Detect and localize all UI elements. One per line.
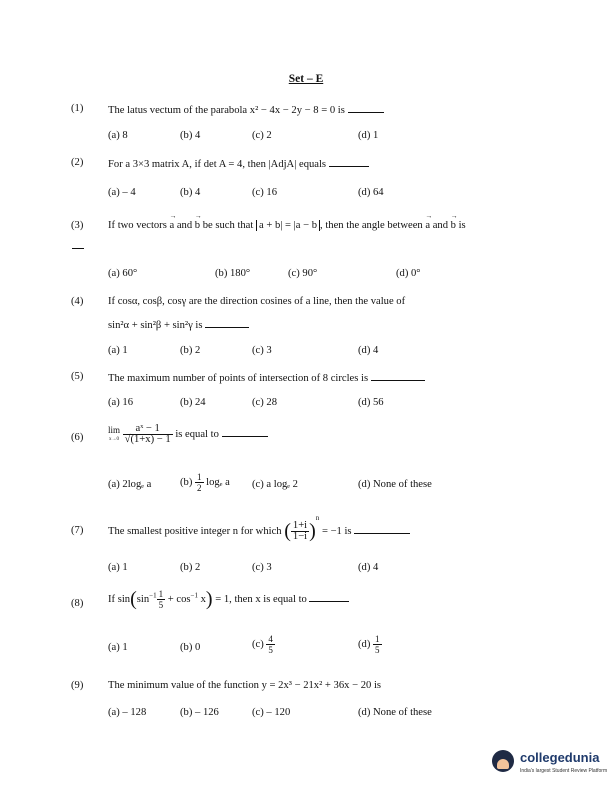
q4-option-a: (a) 1 [108,345,128,356]
q9-option-b: (b) – 126 [180,707,219,718]
question-4-stem: If cosα, cosβ, cosγ are the direction cosines of a line, then the value of [108,296,406,307]
q6-option-b [180,472,230,493]
question-4-stem-line2 [108,318,249,331]
fraction-denominator: 5 [375,645,380,655]
q8-option-b: (b) 0 [180,642,201,653]
q9-option-d: (d) None of these [358,707,432,718]
question-1-stem [108,103,384,116]
q8-option-d [358,634,382,655]
fraction-numerator: 1+i [292,520,308,532]
question-8-stem [108,588,349,611]
fraction-numerator: 1 [158,589,164,599]
q3-option-b: (b) 180° [215,268,251,279]
question-1-suffix: is [335,105,345,116]
question-5-stem [108,371,425,384]
q6-option-b-label: (b) [180,476,193,488]
limit [108,425,120,445]
limit-subscript: x→0 [109,436,119,442]
q8-option-d-fraction [373,634,382,655]
q4-option-d: (d) 4 [358,345,379,356]
q6-option-a: (a) 2logₑ a [108,479,152,490]
question-1-equation: x² − 4x − 2y − 8 = 0 [249,105,336,116]
q6-option-c: (c) a logₑ 2 [252,479,298,490]
question-2-equation: |AdjA| [268,159,297,170]
collegedunia-logo[interactable] [490,748,610,788]
answer-blank [371,371,425,381]
question-6-number: (6) [71,432,84,443]
fraction-denominator: 1−i [292,531,308,543]
right-paren: ) [205,588,213,610]
answer-blank [309,592,349,602]
question-4-equation: sin²α + sin²β + sin²γ is [108,320,203,331]
logo-tagline: India's largest Student Review Platform [520,768,608,774]
question-8-number: (8) [71,598,84,609]
fraction-denominator: 5 [158,600,164,610]
question-2-stem [108,157,369,170]
question-2-suffix: equals [296,159,327,170]
question-9-equation: y = 2x³ − 21x² + 36x − 20 [261,680,372,691]
q1-option-a: (a) 8 [108,130,128,141]
left-paren: ( [284,520,291,543]
vector-a: → a [425,220,430,231]
q8-option-d-label: (d) [358,638,371,650]
q3-option-d: (d) 0° [396,268,421,279]
q7-option-d: (d) 4 [358,562,379,573]
q2-option-c: (c) 16 [252,187,277,198]
question-4-number: (4) [71,296,84,307]
question-5-number: (5) [71,371,84,382]
q4-option-b: (b) 2 [180,345,201,356]
q6-option-d: (d) None of these [358,479,432,490]
sin-label: sin [117,593,131,605]
question-9-number: (9) [71,680,84,691]
q7-option-b: (b) 2 [180,562,201,573]
question-3-and: and [430,220,451,231]
q5-option-c: (c) 28 [252,397,277,408]
question-3-text: If two vectors [108,220,170,231]
vector-b: → b [451,220,456,231]
limit-label: lim [108,424,121,435]
q7-option-c: (c) 3 [252,562,272,573]
q2-option-b: (b) 4 [180,187,201,198]
question-3-suffix: is [455,220,466,231]
question-9-suffix: is [371,680,382,691]
fraction-numerator: 1 [375,634,380,644]
question-5-text: The maximum number of points of intersection of 8 circles is [108,373,369,384]
q8-option-c [252,634,275,655]
question-7-fraction [291,521,309,542]
fraction-denominator: 2 [197,483,202,493]
q1-option-b: (b) 4 [180,130,201,141]
exponent: n [315,514,320,522]
variable-x: x [197,593,206,605]
q9-option-c: (c) – 120 [252,707,291,718]
q2-option-a: (a) – 4 [108,187,136,198]
answer-blank [354,524,410,534]
q3-option-c: (c) 90° [288,268,318,279]
q6-option-b-fraction [195,472,204,493]
q5-option-b: (b) 24 [180,397,206,408]
q1-option-c: (c) 2 [252,130,272,141]
question-3-such: be such that [200,220,256,231]
vector-b: → b [195,220,200,231]
student-mascot-icon [492,750,514,772]
sin-label: sin [136,593,150,605]
q8-option-c-label: (c) [252,638,264,650]
answer-blank [329,157,369,167]
q7-option-a: (a) 1 [108,562,128,573]
q4-option-c: (c) 3 [252,345,272,356]
q6-option-b-text: logₑ a [206,476,230,488]
q1-option-d: (d) 1 [358,130,379,141]
q8-option-c-fraction [266,634,275,655]
q5-option-a: (a) 16 [108,397,133,408]
question-3-stem [108,220,466,231]
q3-option-a: (a) 60° [108,268,138,279]
question-8-text: If [108,593,118,605]
q5-option-d: (d) 56 [358,397,384,408]
question-7-suffix: = −1 is [319,526,352,537]
right-paren: ) [309,520,316,543]
question-2-number: (2) [71,157,84,168]
fraction-numerator: aˣ − 1 [123,424,173,435]
question-6-suffix: is equal to [175,428,219,440]
fraction-numerator: 1 [197,472,202,482]
answer-blank [72,248,84,249]
question-3-and: and [174,220,195,231]
answer-blank [222,427,268,437]
inverse-superscript: −1 [190,591,198,600]
vector-a: → a [169,220,174,231]
cos-label: + cos [165,593,191,605]
question-7-text: The smallest positive integer n for which [108,526,285,537]
question-1-number: (1) [71,103,84,114]
fraction-numerator: 4 [268,634,273,644]
question-6-fraction [123,424,173,445]
question-8-suffix: = 1, then x is equal to [212,593,307,605]
q9-option-a: (a) – 128 [108,707,147,718]
answer-blank [205,318,249,328]
fraction-denominator: √(1+x) − 1 [124,434,171,445]
q2-option-d: (d) 64 [358,187,384,198]
page-title: Set – E [288,73,324,85]
question-9-text: The minimum value of the function [108,680,262,691]
question-7-number: (7) [71,525,84,536]
q8-option-a: (a) 1 [108,642,128,653]
question-3-number: (3) [71,220,84,231]
left-paren: ( [130,588,137,610]
vector-equation: a + b| = |a − b [256,220,320,231]
inverse-superscript: −1 [149,591,157,600]
question-1-text: The latus vectum of the parabola [108,105,250,116]
question-7-stem [108,514,410,543]
question-9-stem [108,680,381,691]
question-6-stem [108,424,268,445]
answer-blank [348,103,384,113]
question-3-angle: , then the angle between [320,220,426,231]
question-2-text: For a 3×3 matrix A, if det A = 4, then [108,159,269,170]
fraction-denominator: 5 [268,645,273,655]
question-8-fraction [157,589,166,610]
logo-name: collegedunia [520,750,600,765]
